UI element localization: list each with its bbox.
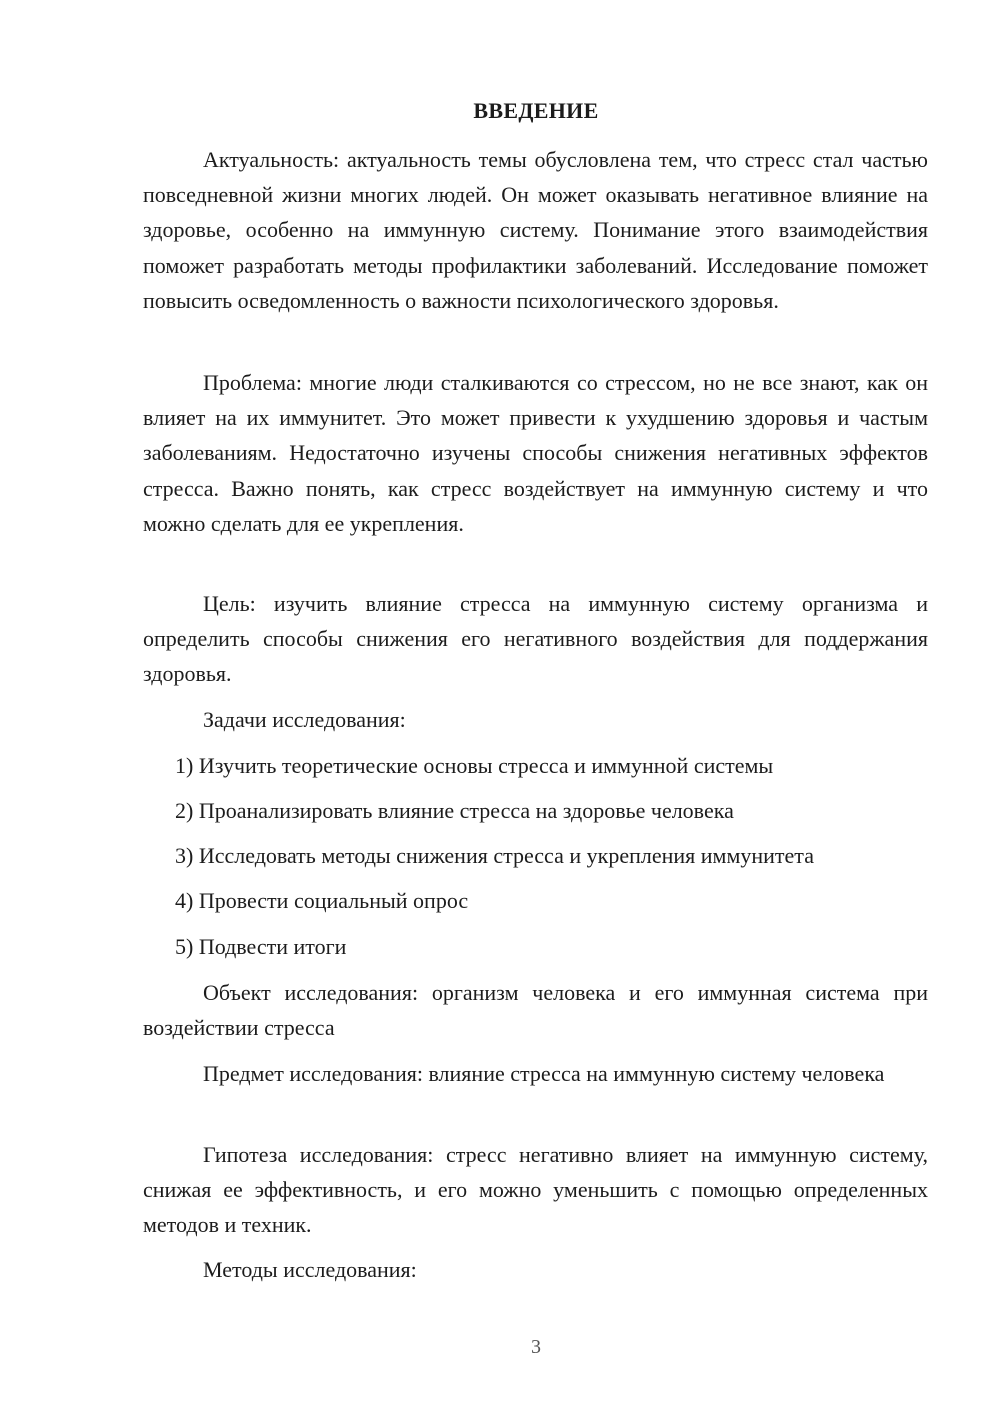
problem-paragraph: Проблема: многие люди сталкиваются со стрессом, но не все знают, как он влияет на их иммунитет. Это может привести к ухудшению здоровья и частым заболеваниям. Недостаточно изучены способы снижения негативных эффектов стресса. Важно понять, как стресс воздействует на иммунную систему и что можно сделать для ее укрепления. bbox=[143, 370, 928, 536]
relevance-paragraph: Актуальность: актуальность темы обусловлена тем, что стресс стал частью повседневной жизни многих людей. Он может оказывать негативное влияние на здоровье, особенно на иммунную систему. Понимание этого взаимодействия поможет разработать методы профилактики заболеваний. Исследование поможет повысить осведомленность о важности психологического здоровья. bbox=[143, 147, 928, 313]
page-number: 3 bbox=[531, 1336, 541, 1358]
list-item: 3) Исследовать методы снижения стресса и укрепления иммунитета bbox=[175, 843, 814, 868]
list-item: 1) Изучить теоретические основы стресса и иммунной системы bbox=[175, 753, 774, 778]
tasks-heading: Задачи исследования: bbox=[203, 707, 406, 732]
list-item: 4) Провести социальный опрос bbox=[175, 888, 469, 913]
hypothesis-paragraph: Гипотеза исследования: стресс негативно влияет на иммунную систему, снижая ее эффективность, и его можно уменьшить с помощью определенных методов и техник. bbox=[143, 1142, 928, 1238]
goal-paragraph: Цель: изучить влияние стресса на иммунную систему организма и определить способы снижения его негативного воздействия для поддержания здоровья. bbox=[143, 591, 928, 687]
subject-paragraph: Предмет исследования: влияние стресса на иммунную систему человека bbox=[203, 1061, 885, 1086]
list-item: 2) Проанализировать влияние стресса на здоровье человека bbox=[175, 798, 734, 823]
object-paragraph: Объект исследования: организм человека и его иммунная система при воздействии стресса bbox=[143, 980, 928, 1041]
page-title: ВВЕДЕНИЕ bbox=[473, 98, 599, 123]
methods-heading: Методы исследования: bbox=[203, 1257, 417, 1282]
list-item: 5) Подвести итоги bbox=[175, 934, 347, 959]
